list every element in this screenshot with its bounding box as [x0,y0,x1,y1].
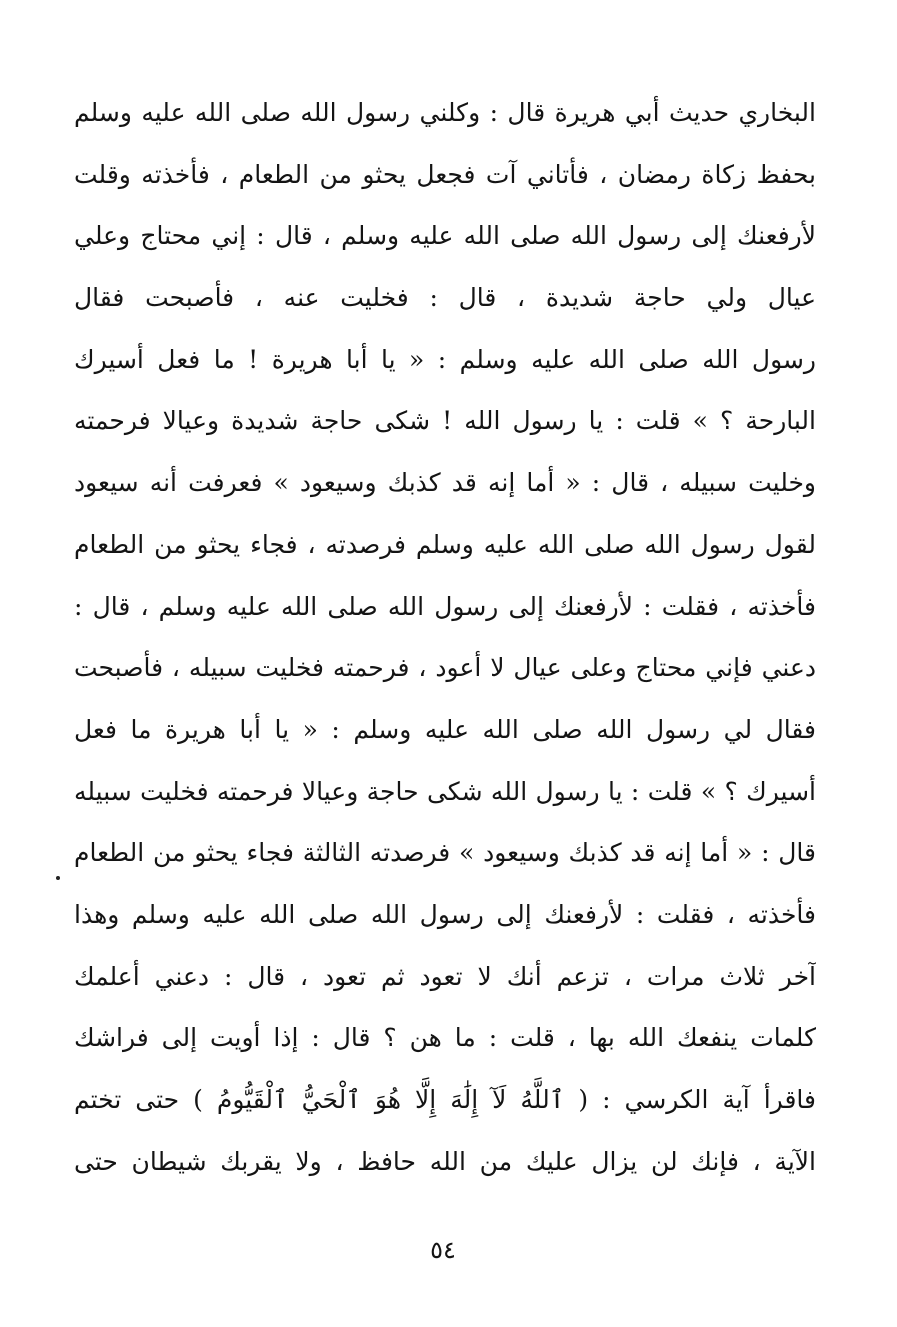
text-line: البارحة ؟ » قلت : يا رسول الله ! شكى حاجة شديدة وعيالا فرحمته [74,406,816,436]
verse-line: فاقرأ آية الكرسي : ( ٱللَّهُ لَآ إِلَٰهَ إِلَّا هُوَ ٱلْحَيُّ ٱلْقَيُّومُ ) حتى تختم [74,1085,816,1114]
text-line: الآية ، فإنك لن يزال عليك من الله حافظ ، ولا يقربك شيطان حتى [74,1146,816,1176]
text-line: فقال لي رسول الله صلى الله عليه وسلم : « يا أبا هريرة ما فعل [74,714,816,744]
text-line: بحفظ زكاة رمضان ، فأتاني آت فجعل يحثو من الطعام ، فأخذته وقلت [74,159,816,189]
page-number: ٥٤ [430,1236,456,1264]
text-line: كلمات ينفعك الله بها ، قلت : ما هن ؟ قال : إذا أويت إلى فراشك [74,1023,816,1053]
scan-speck [56,876,60,880]
text-line: وخليت سبيله ، قال : « أما إنه قد كذبك وسيعود » فعرفت أنه سيعود [74,468,816,498]
text-line: آخر ثلاث مرات ، تزعم أنك لا تعود ثم تعود ، قال : دعني أعلمك [74,961,816,991]
text-line: فأخذته ، فقلت : لأرفعنك إلى رسول الله صلى الله عليه وسلم ، قال : [74,591,816,621]
text-line: دعني فإني محتاج وعلى عيال لا أعود ، فرحمته فخليت سبيله ، فأصبحت [74,653,816,683]
text-line: أسيرك ؟ » قلت : يا رسول الله شكى حاجة وعيالا فرحمته فخليت سبيله [74,776,816,806]
text-line: البخاري حديث أبي هريرة قال : وكلني رسول الله صلى الله عليه وسلم [74,98,816,127]
text-line: فأخذته ، فقلت : لأرفعنك إلى رسول الله صلى الله عليه وسلم وهذا [74,899,816,929]
text-line: رسول الله صلى الله عليه وسلم : « يا أبا هريرة ! ما فعل أسيرك [74,344,816,374]
text-line: لأرفعنك إلى رسول الله صلى الله عليه وسلم ، قال : إني محتاج وعلي [74,221,816,251]
body-text [74,82,816,1192]
text-line: عيال ولي حاجة شديدة ، قال : فخليت عنه ، فأصبحت فقال [74,283,816,313]
text-line: قال : « أما إنه قد كذبك وسيعود » فرصدته الثالثة فجاء يحثو من الطعام [74,838,816,868]
text-line: لقول رسول الله صلى الله عليه وسلم فرصدته ، فجاء يحثو من الطعام [74,529,816,559]
